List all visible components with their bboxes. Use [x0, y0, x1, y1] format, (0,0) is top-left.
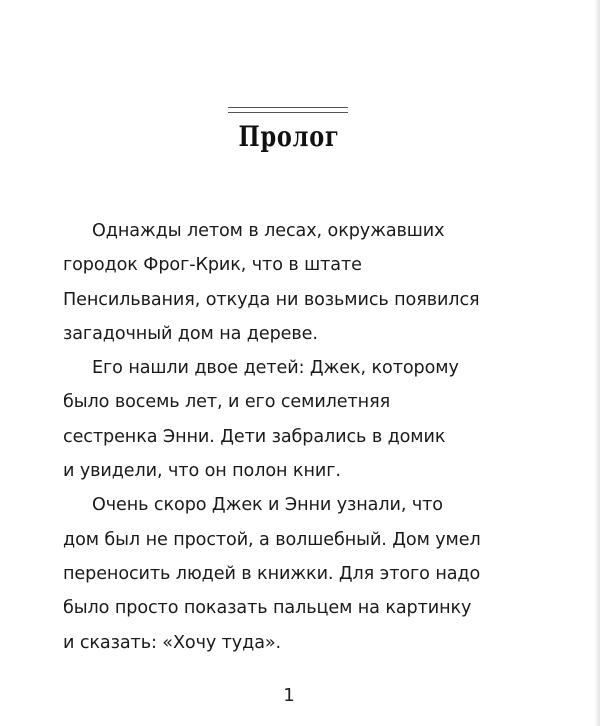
- text-line: переносить людей в книжки. Для этого надо: [63, 563, 481, 584]
- title-ornament-line: [228, 107, 348, 108]
- text-line: было восемь лет, и его семилетняя: [63, 392, 391, 413]
- page-edge: [594, 0, 600, 726]
- text-line: загадочный дом на дереве.: [63, 323, 318, 344]
- text-line: было просто показать пальцем на картинку: [63, 598, 472, 619]
- chapter-title: Пролог: [238, 120, 340, 153]
- paragraph: [63, 214, 503, 351]
- title-ornament-line: [228, 112, 348, 113]
- text-line: Очень скоро Джек и Энни узнали, что: [92, 495, 443, 516]
- text-line: и сказать: «Хочу туда».: [63, 632, 282, 653]
- page-number: 1: [283, 685, 295, 706]
- text-line: Однажды летом в лесах, окружавших: [92, 221, 445, 241]
- body-text: [63, 214, 503, 660]
- text-line: и увидели, что он полон книг.: [63, 461, 341, 482]
- text-line: сестренка Энни. Дети забрались в домик: [63, 426, 446, 447]
- text-line: дом был не простой, а волшебный. Дом умел: [63, 529, 481, 550]
- paragraph: [63, 488, 503, 659]
- paragraph: [63, 351, 503, 488]
- text-line: Пенсильвания, откуда ни возьмись появился: [63, 289, 480, 310]
- text-line: Его нашли двое детей: Джек, которому: [92, 358, 459, 379]
- text-line: городок Фрог-Крик, что в штате: [63, 255, 362, 276]
